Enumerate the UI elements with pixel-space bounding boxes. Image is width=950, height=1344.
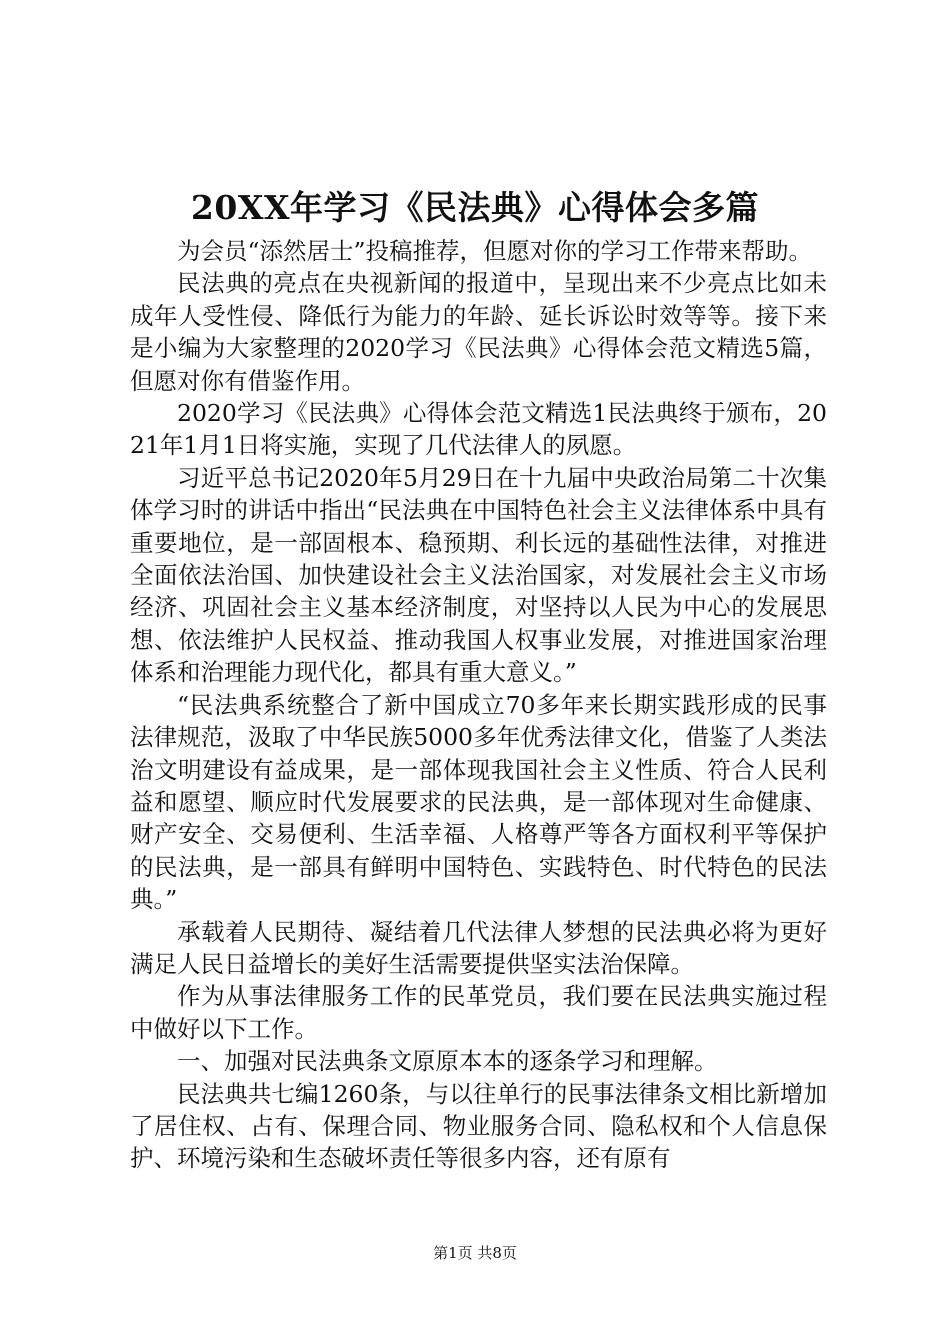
paragraph-intro: 为会员“添然居士”投稿推荐，但愿对你的学习工作带来帮助。 xyxy=(177,237,813,265)
document-title: 20XX年学习《民法典》心得体会多篇 xyxy=(190,188,760,227)
paragraph-section-one-heading: 一、加强对民法典条文原原本本的逐条学习和理解。 xyxy=(177,1047,718,1076)
paragraph-essay-1-start: 2020学习《民法典》心得体会范文精选1民法典终于颁布，2021年1月1日将实施，实现了几代法律人的夙愿。 xyxy=(130,399,827,460)
paragraph-expectations: 承载着人民期待、凝结着几代法律人梦想的民法典必将为更好满足人民日益增长的美好生活需要提供坚实法治保障。 xyxy=(130,917,827,978)
paragraph-speech-quote: 习近平总书记2020年5月29日在十九届中央政治局第二十次集体学习时的讲话中指出“民法典在中国特色社会主义法律体系中具有重要地位，是一部固根本、稳预期、利长远的基础性法律，对推进全面依法治国、加快建设社会主义法治国家，对发展社会主义市场经济、巩固社会主义基本经济制度，对坚持以人民为中心的发展思想、依法维护人民权益、推动我国人权事业发展，对推进国家治理体系和治理能力现代化，都具有重大意义。” xyxy=(130,463,827,687)
page-footer: 第1页 共8页 xyxy=(433,1244,517,1262)
document-body xyxy=(130,235,827,1175)
paragraph-seven-parts: 民法典共七编1260条，与以往单行的民事法律条文相比新增加了居住权、占有、保理合同、物业服务合同、隐私权和个人信息保护、环境污染和生态破坏责任等很多内容，还有原有 xyxy=(130,1079,827,1173)
paragraph-civil-code-quote: “民法典系统整合了新中国成立70多年来长期实践形成的民事法律规范，汲取了中华民族5000多年优秀法律文化，借鉴了人类法治文明建设有益成果，是一部体现我国社会主义性质、符合人民利益和愿望、顺应时代发展要求的民法典，是一部体现对生命健康、财产安全、交易便利、生活幸福、人格尊严等各方面权利平等保护的民法典，是一部具有鲜明中国特色、实践特色、时代特色的民法典。” xyxy=(130,690,827,914)
paragraph-highlights: 民法典的亮点在央视新闻的报道中，呈现出来不少亮点比如未成年人受性侵、降低行为能力的年龄、延长诉讼时效等等。接下来是小编为大家整理的2020学习《民法典》心得体会范文精选5篇，但愿对你有借鉴作用。 xyxy=(130,269,827,395)
paragraph-work-intro: 作为从事法律服务工作的民革党员，我们要在民法典实施过程中做好以下工作。 xyxy=(130,982,827,1043)
